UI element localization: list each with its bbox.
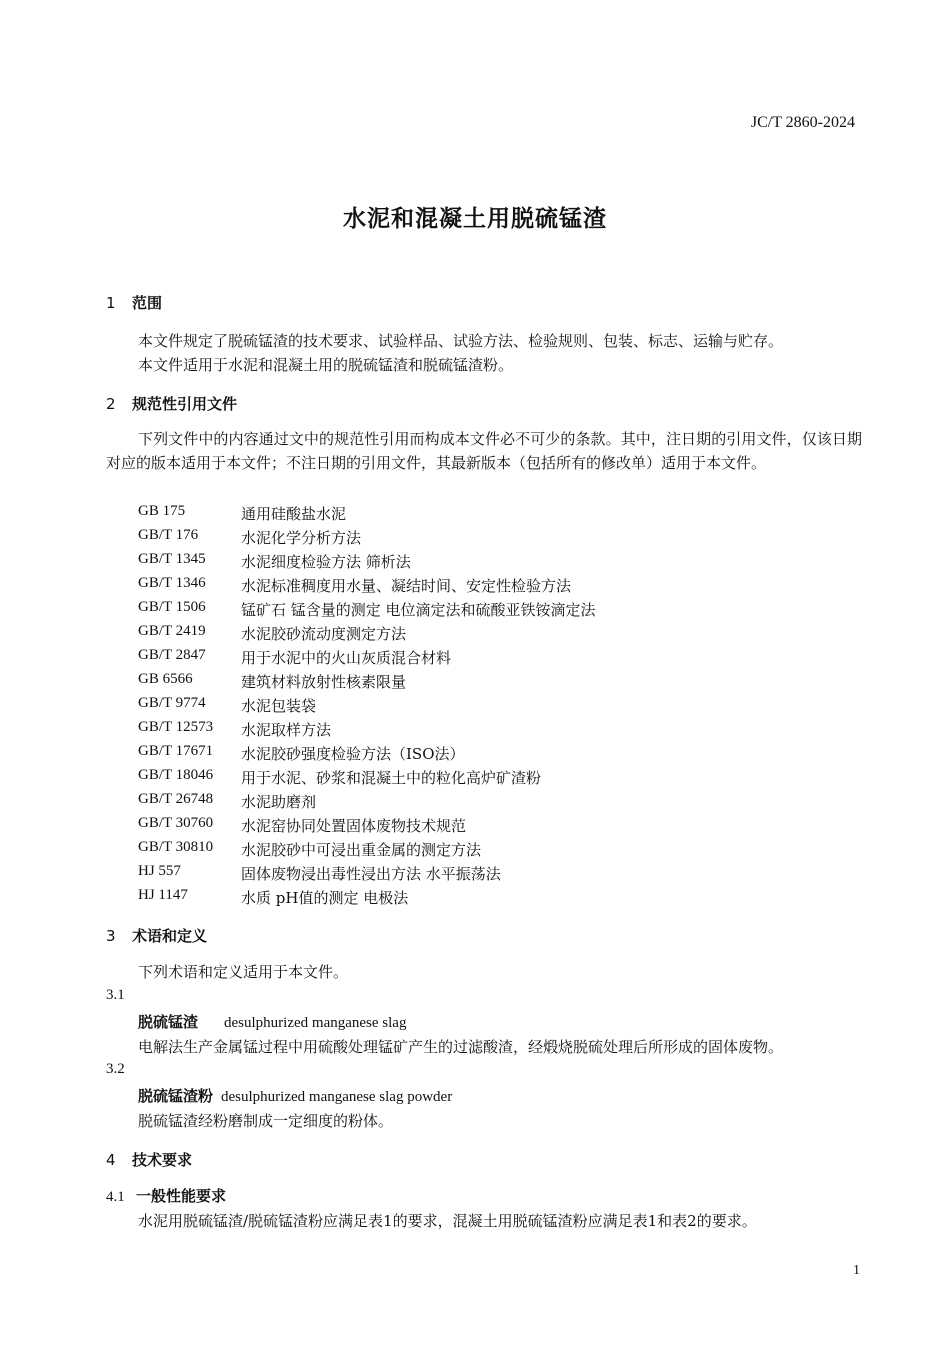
reference-title: 用于水泥中的火山灰质混合材料 <box>241 649 452 667</box>
term-heading <box>138 1011 406 1032</box>
term-english: desulphurized manganese slag powder <box>221 1089 453 1105</box>
reference-title: 建筑材料放射性核素限量 <box>241 673 407 691</box>
reference-code: GB/T 1345 <box>138 551 206 567</box>
term-heading <box>138 1085 452 1106</box>
reference-code: GB/T 30760 <box>138 815 214 831</box>
reference-title: 水泥标准稠度用水量、凝结时间、安定性检验方法 <box>241 577 572 595</box>
section-title: 技术要求 <box>132 1151 193 1169</box>
reference-code: HJ 557 <box>138 863 181 879</box>
reference-title: 水泥胶砂流动度测定方法 <box>241 625 407 643</box>
reference-title: 水泥胶砂强度检验方法（ISO法） <box>241 745 465 763</box>
reference-title: 用于水泥、砂浆和混凝土中的粒化高炉矿渣粉 <box>241 769 542 787</box>
subsection-4-1-heading <box>106 1185 226 1206</box>
reference-code: GB/T 17671 <box>138 743 214 759</box>
reference-code: HJ 1147 <box>138 887 188 903</box>
reference-code: GB/T 18046 <box>138 767 214 783</box>
term-definition: 脱硫锰渣经粉磨制成一定细度的粉体。 <box>138 1112 394 1130</box>
reference-title: 水泥胶砂中可浸出重金属的测定方法 <box>241 841 482 859</box>
reference-code: GB/T 2847 <box>138 647 206 663</box>
reference-code: GB/T 1346 <box>138 575 206 591</box>
reference-code: GB 6566 <box>138 671 193 687</box>
subsection-number: 4.1 <box>106 1189 125 1205</box>
reference-title: 水质 pH值的测定 电极法 <box>241 889 409 907</box>
reference-code: GB/T 9774 <box>138 695 206 711</box>
section-title: 规范性引用文件 <box>132 395 238 413</box>
section-2-heading <box>106 393 237 414</box>
section-2-intro: 下列文件中的内容通过文中的规范性引用而构成本文件必不可少的条款。其中，注日期的引用文件，仅该日期对应的版本适用于本文件；不注日期的引用文件，其最新版本（包括所有的修改单）适用于本文件。 <box>106 430 862 472</box>
term-number: 3.2 <box>106 1061 125 1077</box>
section-1-paragraph-2: 本文件适用于水泥和混凝土用的脱硫锰渣和脱硫锰渣粉。 <box>138 356 514 374</box>
term-definition: 电解法生产金属锰过程中用硫酸处理锰矿产生的过滤酸渣，经煅烧脱硫处理后所形成的固体废物。 <box>138 1038 784 1056</box>
reference-title: 固体废物浸出毒性浸出方法 水平振荡法 <box>241 865 501 883</box>
reference-code: GB/T 26748 <box>138 791 214 807</box>
term-number: 3.1 <box>106 987 125 1003</box>
reference-title: 水泥细度检验方法 筛析法 <box>241 553 411 571</box>
section-number: 3 <box>106 927 116 945</box>
page-number: 1 <box>853 1263 860 1278</box>
term-chinese: 脱硫锰渣粉 <box>138 1087 214 1105</box>
reference-code: GB/T 12573 <box>138 719 214 735</box>
section-title: 术语和定义 <box>132 927 208 945</box>
section-1-paragraph-1: 本文件规定了脱硫锰渣的技术要求、试验样品、试验方法、检验规则、包装、标志、运输与贮存。 <box>138 332 784 350</box>
section-4-heading <box>106 1149 192 1170</box>
term-chinese: 脱硫锰渣 <box>138 1013 199 1031</box>
reference-title: 水泥助磨剂 <box>241 793 317 811</box>
document-code: JC/T 2860-2024 <box>750 114 855 131</box>
reference-code: GB/T 2419 <box>138 623 206 639</box>
reference-code: GB 175 <box>138 503 186 519</box>
reference-title: 水泥窑协同处置固体废物技术规范 <box>241 817 467 835</box>
reference-title: 锰矿石 锰含量的测定 电位滴定法和硫酸亚铁铵滴定法 <box>241 601 596 619</box>
section-number: 4 <box>106 1151 116 1169</box>
subsection-title: 一般性能要求 <box>136 1187 227 1205</box>
reference-code: GB/T 1506 <box>138 599 206 615</box>
section-3-heading <box>106 925 207 946</box>
section-number: 1 <box>106 294 116 312</box>
reference-code: GB/T 30810 <box>138 839 214 855</box>
reference-title: 水泥包装袋 <box>241 697 317 715</box>
reference-title: 水泥化学分析方法 <box>241 529 362 547</box>
page-title: 水泥和混凝土用脱硫锰渣 <box>343 206 607 232</box>
reference-title: 通用硅酸盐水泥 <box>241 505 347 523</box>
reference-title: 水泥取样方法 <box>241 721 332 739</box>
section-1-heading <box>106 292 162 313</box>
section-title: 范围 <box>132 294 163 312</box>
section-number: 2 <box>106 395 116 413</box>
section-3-intro: 下列术语和定义适用于本文件。 <box>138 963 349 981</box>
term-english: desulphurized manganese slag <box>224 1015 407 1031</box>
subsection-4-1-text: 水泥用脱硫锰渣/脱硫锰渣粉应满足表1的要求，混凝土用脱硫锰渣粉应满足表1和表2的要求。 <box>138 1212 757 1230</box>
reference-code: GB/T 176 <box>138 527 199 543</box>
